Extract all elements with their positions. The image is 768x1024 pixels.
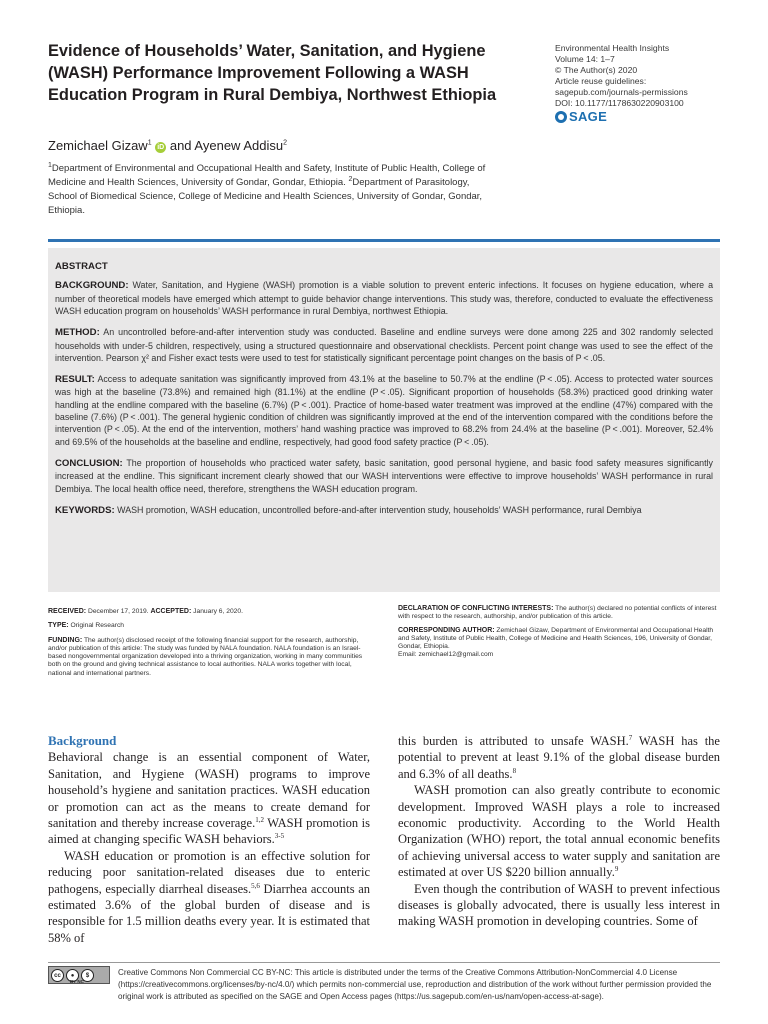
sage-logo-icon: [555, 111, 567, 123]
author-2-sup: 2: [283, 139, 287, 147]
body-column-right: [398, 733, 720, 930]
dates: [48, 608, 370, 616]
citation[interactable]: 5,6: [251, 881, 260, 890]
corr-text: Zemichael Gizaw, Department of Environmental and Occupational Health and Safety, Institute of Public Health, College of Medicine and Health Sciences, 196, University of Gondar, Gondar, Ethiopia.: [398, 626, 714, 651]
coi-label: DECLARATION OF CONFLICTING INTERESTS:: [398, 605, 554, 612]
journal-info: [555, 43, 755, 109]
journal-volume: Volume 14: 1–7: [555, 54, 615, 64]
abstract-result-text: Access to adequate sanitation was significantly improved from 43.1% at the baseline to 50.7% at the endline (P < .05). Access to protected water sources was high at the baseline (73.8%) and remained high (81.1%) at the endline (P < .05). Significant proportion of households (58.3%) practiced good drinking water handling at the endline compared with the baseline (6.7%) (P < .001). Practice of home-based water treatment was improved at the endline (47%) compared with the baseline (7.6%) (P < .001). The general hygienic condition of children was significantly improved at the end of the intervention compared with the conditions before the intervention (P < .05). At the end of the intervention, mothers’ hand washing practice was improved to 68.2% from 24.4% at the baseline (P < .001). Moreover, 52.4% and 69.5% of the households at the baseline and endline, respectively, had good food safety practice (P < .05).: [55, 373, 713, 447]
funding: [48, 637, 370, 678]
corr-email[interactable]: Email: zemichael12@gmail.com: [398, 651, 494, 659]
abstract-keywords-label: KEYWORDS:: [55, 504, 115, 516]
abstract-box: [48, 248, 720, 592]
journal-doi[interactable]: DOI: 10.1177/1178630220903100: [555, 98, 684, 108]
accepted-date: January 6, 2020.: [191, 608, 243, 615]
coi-text: The author(s) declared no potential conflicts of interest with respect to the research, authorship, and/or publication of this article.: [398, 605, 717, 621]
body-paragraph: [48, 848, 370, 946]
article-metadata-right: [398, 605, 718, 665]
body-text: WASH promotion is aimed at changing specific WASH behaviors.: [48, 816, 370, 847]
affil-2: Department of Parasitology, School of Biomedical Science, College of Medicine and Health Sciences, University of Gondar, Gondar, Ethiopia.: [48, 177, 483, 216]
abstract-method: [55, 326, 713, 364]
journal-name: Environmental Health Insights: [555, 43, 670, 53]
body-text: WASH has the potential to prevent at least 9.1% of the global disease burden and 6.3% of all deaths.: [398, 734, 720, 781]
license-text: [48, 967, 720, 1003]
title-divider: [48, 239, 720, 242]
received-label: RECEIVED:: [48, 608, 87, 615]
affiliations: [48, 162, 498, 218]
author-line: [48, 138, 287, 153]
body-paragraph: Even though the contribution of WASH to prevent infectious diseases is globally advocated, there is usually less interest in making WASH promotion in developing countries. Some of: [398, 881, 720, 929]
author-1: Zemichael Gizaw: [48, 138, 148, 153]
sage-logo-text: SAGE: [569, 109, 608, 124]
citation[interactable]: 9: [614, 865, 619, 874]
abstract-result-label: RESULT:: [55, 373, 95, 385]
body-paragraph: [398, 733, 720, 782]
body-text: Behavioral change is an essential component of Water, Sanitation, and Hygiene (WASH) programs to improve household’s hygiene and sanitation practices. WASH education or promotion can act as the means to create demand for sanitation and thereby increase coverage.: [48, 750, 370, 831]
abstract-keywords-text: WASH promotion, WASH education, uncontrolled before-and-after intervention study, households’ WASH performance, rural Dembiya: [114, 504, 642, 515]
conflict-of-interest: [398, 605, 718, 622]
body-text: WASH promotion can also greatly contribute to economic development. Improved WASH plays a role to increased economic productivity. According to the World Health Organization (WHO) report, the total annual economic benefits of achieving universal access to water supply and sanitation are estimated at over US $220 billion annually.: [398, 783, 720, 880]
abstract-conclusion-text: The proportion of households who practiced water safety, basic sanitation, good personal hygiene, and basic food safety measures significantly increased at the endline. This significant increment clearly showed that our WASH interventions were effective to improve households’ WASH performance in rural Dembiya. The local health office need, therefore, strengthens the WASH education program.: [55, 457, 713, 494]
corr-label: CORRESPONDING AUTHOR:: [398, 626, 495, 634]
section-heading: Background: [48, 733, 117, 748]
orcid-icon[interactable]: iD: [157, 144, 165, 151]
abstract-keywords: [55, 504, 713, 517]
journal-reuse-link[interactable]: sagepub.com/journals-permissions: [555, 87, 688, 97]
abstract-conclusion: [55, 457, 713, 495]
abstract-background: [55, 279, 713, 317]
body-paragraph: [398, 782, 720, 880]
affil-1: Department of Environmental and Occupational Health and Safety, Institute of Public Health, College of Medicine and Health Sciences, University of Gondar, Gondar, Ethiopia.: [48, 163, 486, 188]
abstract-background-text: Water, Sanitation, and Hygiene (WASH) promotion is a viable solution to prevent enteric infections. It focuses on hygiene education, where a number of theoretical models have emerged which attempt to guide behavior change interventions. This study was, therefore, conducted to evaluate the effectiveness WASH education program on households’ WASH performance in rural Dembiya, northwest Ethiopia.: [55, 280, 713, 317]
body-text: Diarrhea accounts an estimated 3.6% of the global burden of disease and is responsible for 1.5 million deaths every year. It is estimated that 58% of: [48, 881, 370, 945]
abstract-heading: ABSTRACT: [55, 261, 108, 272]
type-label: TYPE:: [48, 622, 69, 630]
abstract-conclusion-label: CONCLUSION:: [55, 457, 123, 469]
journal-copyright: © The Author(s) 2020: [555, 65, 638, 75]
cc-icon: cc: [51, 969, 64, 982]
accepted-label: ACCEPTED:: [150, 608, 192, 615]
license-line: Creative Commons Non Commercial CC BY-NC: This article is distributed under the terms of the Creative Commons Attribution-NonCommercial 4.0 License (https://creativecommons.org/licenses/by-nc/4.0/) which permits non-commercial use, reproduction and distribution of the work without further permission provided the original work is attributed as specified on the SAGE and Open Access pages (https://us.sagepub.com/en-us/nam/open-access-at-sage).: [118, 968, 712, 1001]
article-metadata-left: [48, 608, 370, 684]
body-text: WASH education or promotion is an effective solution for reducing poor sanitation-related diseases due to enteric pathogens, especially diarrheal diseases.: [48, 848, 370, 896]
funding-text: The author(s) disclosed receipt of the following financial support for the research, authorship, and/or publication of this article: The study was funded by NALA foundation. NALA foundation is an Israel-based nongovernmental organization developed into a thriving organization, working in many communities both on the ground and giving technical assistance to local authorities. NALA works together with local, national and international partners.: [48, 636, 363, 677]
by-icon: ●: [66, 969, 79, 982]
sage-logo: [555, 109, 607, 124]
citation[interactable]: 7: [628, 733, 633, 742]
abstract-background-label: BACKGROUND:: [55, 280, 129, 292]
citation[interactable]: 3-5: [274, 832, 285, 841]
body-column-left: [48, 733, 370, 946]
received-date: December 17, 2019.: [86, 608, 151, 615]
body-text: this burden is attributed to unsafe WASH.: [398, 734, 629, 748]
article-title: Evidence of Households’ Water, Sanitation, and Hygiene (WASH) Performance Improvement Following a WASH Education Program in Rural Dembiya, Northwest Ethiopia: [48, 42, 497, 104]
citation[interactable]: 8: [512, 766, 517, 775]
author-2: and Ayenew Addisu: [166, 138, 284, 153]
journal-reuse: Article reuse guidelines:: [555, 76, 647, 86]
article-type: [48, 622, 370, 630]
author-1-sup: 1: [147, 139, 152, 147]
citation[interactable]: 1,2: [255, 815, 264, 824]
affil-2-sup: 2: [348, 175, 353, 183]
abstract-method-label: METHOD:: [55, 327, 100, 339]
abstract-result: [55, 373, 713, 448]
type-value: Original Research: [68, 622, 125, 630]
footer-divider: [48, 962, 720, 963]
affil-1-sup: 1: [48, 161, 52, 169]
body-paragraph: [48, 749, 370, 847]
corresponding-author: [398, 627, 718, 660]
nc-icon: $: [81, 969, 94, 982]
cc-badge-label: BY NC: [70, 979, 84, 984]
abstract-method-text: An uncontrolled before-and-after intervention study was conducted. Baseline and endline surveys were done among 225 and 302 randomly selected households with under-5 children, respectively, using a structured questionnaire and observational checklists. Percent point change was used to see the effect of the intervention. Pearson χ² and Fisher exact tests were used to test for statistically significant percentage point changes on the basis of P < .05.: [55, 327, 713, 363]
funding-label: FUNDING:: [48, 636, 83, 644]
